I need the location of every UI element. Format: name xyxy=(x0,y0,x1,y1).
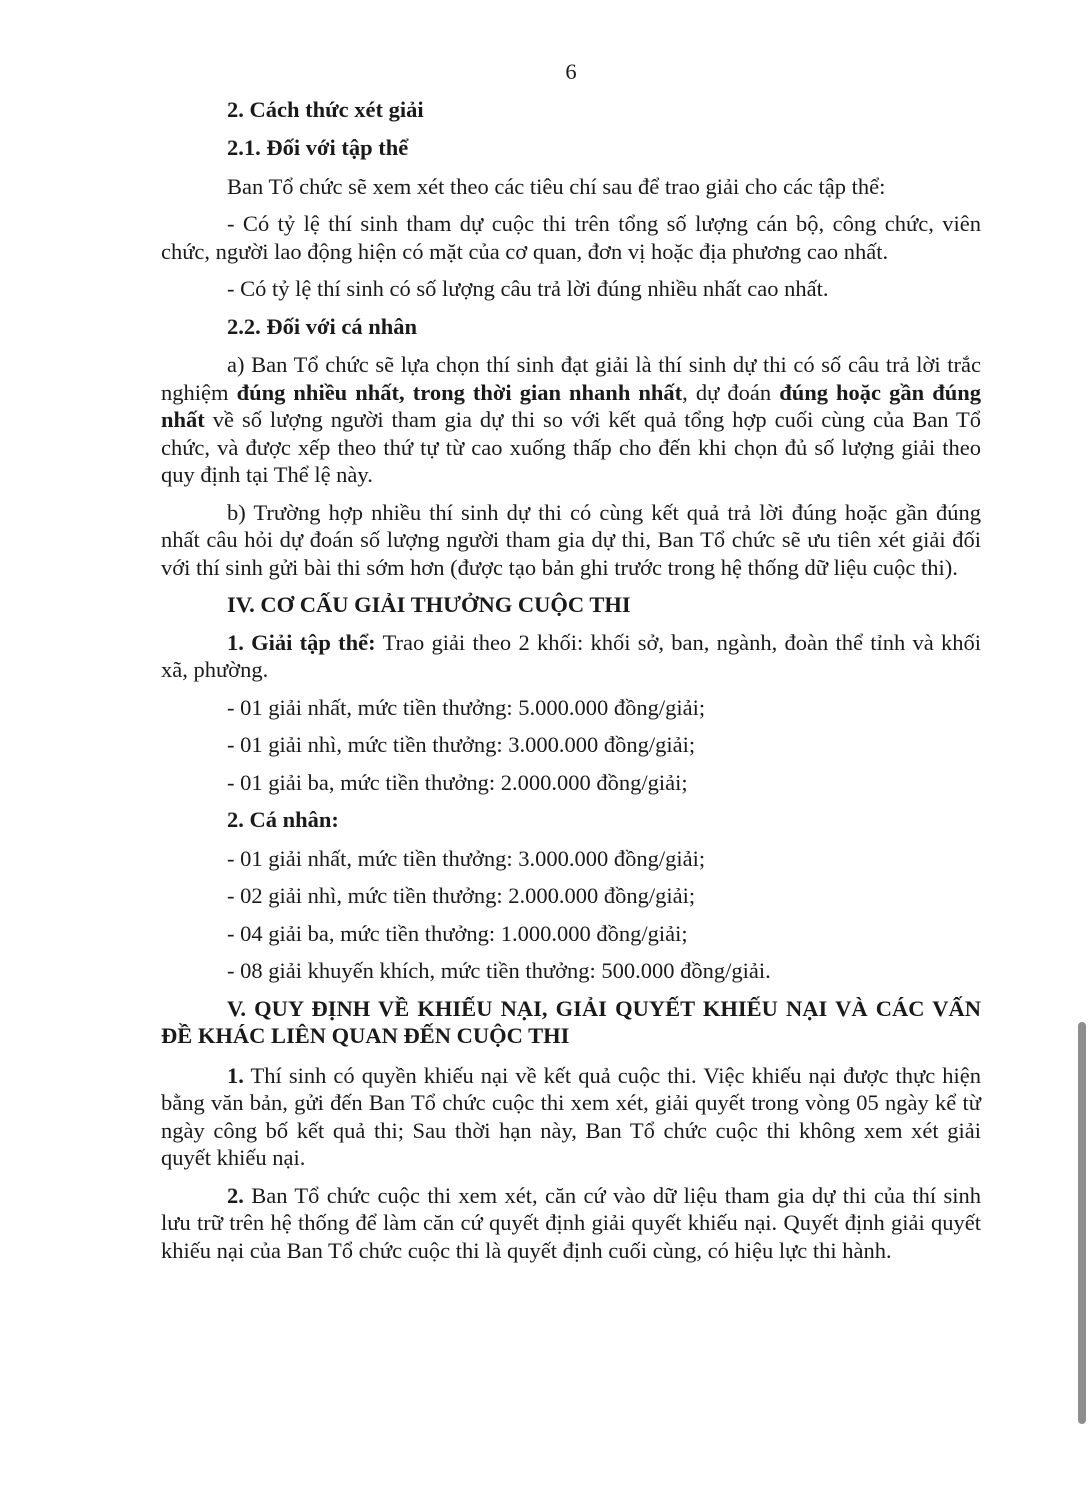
section-2-1-criterion-1: - Có tỷ lệ thí sinh tham dự cuộc thi trên tổng số lượng cán bộ, công chức, viên chức, người lao động hiện có mặt của cơ quan, đơn vị hoặc địa phương cao nhất. xyxy=(161,211,981,264)
group-prize-item: - 01 giải nhất, mức tiền thưởng: 5.000.000 đồng/giải; xyxy=(227,694,706,720)
section-2-2-title: 2.2. Đối với cá nhân xyxy=(227,313,417,339)
section-5-title: V. QUY ĐỊNH VỀ KHIẾU NẠI, GIẢI QUYẾT KHIẾU NẠI VÀ CÁC VẤN ĐỀ KHÁC LIÊN QUAN ĐẾN CUỘC THI xyxy=(161,995,981,1048)
vertical-scrollbar[interactable] xyxy=(1078,1022,1086,1424)
section-5-1: 1. Thí sinh có quyền khiếu nại về kết quả cuộc thi. Việc khiếu nại được thực hiện bằng văn bản, gửi đến Ban Tổ chức cuộc thi xem xét, giải quyết trong vòng 05 ngày kể từ ngày công bố kết quả thi; Sau thời hạn này, Ban Tổ chức cuộc thi không xem xét giải quyết khiếu nại. xyxy=(161,1062,981,1170)
section-2-title: 2. Cách thức xét giải xyxy=(227,96,424,122)
individual-prize-item: - 01 giải nhất, mức tiền thưởng: 3.000.000 đồng/giải; xyxy=(227,845,706,871)
document-page xyxy=(161,58,981,1274)
section-2-2-b: b) Trường hợp nhiều thí sinh dự thi có cùng kết quả trả lời đúng hoặc gần đúng nhất câu hỏi dự đoán số lượng người tham gia dự thi, Ban Tổ chức sẽ ưu tiên xét giải đối với thí sinh gửi bài thi sớm hơn (được tạo bản ghi trước trong hệ thống dữ liệu cuộc thi). xyxy=(161,499,981,580)
group-prize-item: - 01 giải ba, mức tiền thưởng: 2.000.000 đồng/giải; xyxy=(227,769,688,795)
section-4-2-title: 2. Cá nhân: xyxy=(227,807,339,832)
section-2-2-a: a) Ban Tổ chức sẽ lựa chọn thí sinh đạt giải là thí sinh dự thi có số câu trả lời trắc nghiệm đúng nhiều nhất, trong thời gian nhanh nhất, dự đoán đúng hoặc gần đúng nhất về số lượng người tham gia dự thi so với kết quả tổng hợp cuối cùng của Ban Tổ chức, và được xếp theo thứ tự từ cao xuống thấp cho đến khi chọn đủ số lượng giải theo quy định tại Thể lệ này. xyxy=(161,352,981,487)
section-2-1-criterion-2: - Có tỷ lệ thí sinh có số lượng câu trả lời đúng nhiều nhất cao nhất. xyxy=(227,276,829,301)
individual-prize-item: - 04 giải ba, mức tiền thưởng: 1.000.000 đồng/giải; xyxy=(227,920,688,946)
section-4-1-group-prize: 1. Giải tập thể: Trao giải theo 2 khối: khối sở, ban, ngành, đoàn thể tỉnh và khối xã, phường. xyxy=(161,629,981,682)
section-5-2: 2. Ban Tổ chức cuộc thi xem xét, căn cứ vào dữ liệu tham gia dự thi của thí sinh lưu trữ trên hệ thống để làm căn cứ quyết định giải quyết khiếu nại. Quyết định giải quyết khiếu nại của Ban Tổ chức cuộc thi là quyết định cuối cùng, có hiệu lực thi hành. xyxy=(161,1182,981,1263)
group-prize-item: - 01 giải nhì, mức tiền thưởng: 3.000.000 đồng/giải; xyxy=(227,732,696,757)
individual-prize-item: - 02 giải nhì, mức tiền thưởng: 2.000.000 đồng/giải; xyxy=(227,883,696,908)
individual-prize-item: - 08 giải khuyến khích, mức tiền thưởng: 500.000 đồng/giải. xyxy=(227,958,771,983)
section-2-1-intro: Ban Tổ chức sẽ xem xét theo các tiêu chí sau để trao giải cho các tập thể: xyxy=(227,173,886,199)
page-number: 6 xyxy=(565,59,577,84)
section-2-1-title: 2.1. Đối với tập thể xyxy=(227,135,409,160)
section-4-title: IV. CƠ CẤU GIẢI THƯỞNG CUỘC THI xyxy=(227,592,631,617)
